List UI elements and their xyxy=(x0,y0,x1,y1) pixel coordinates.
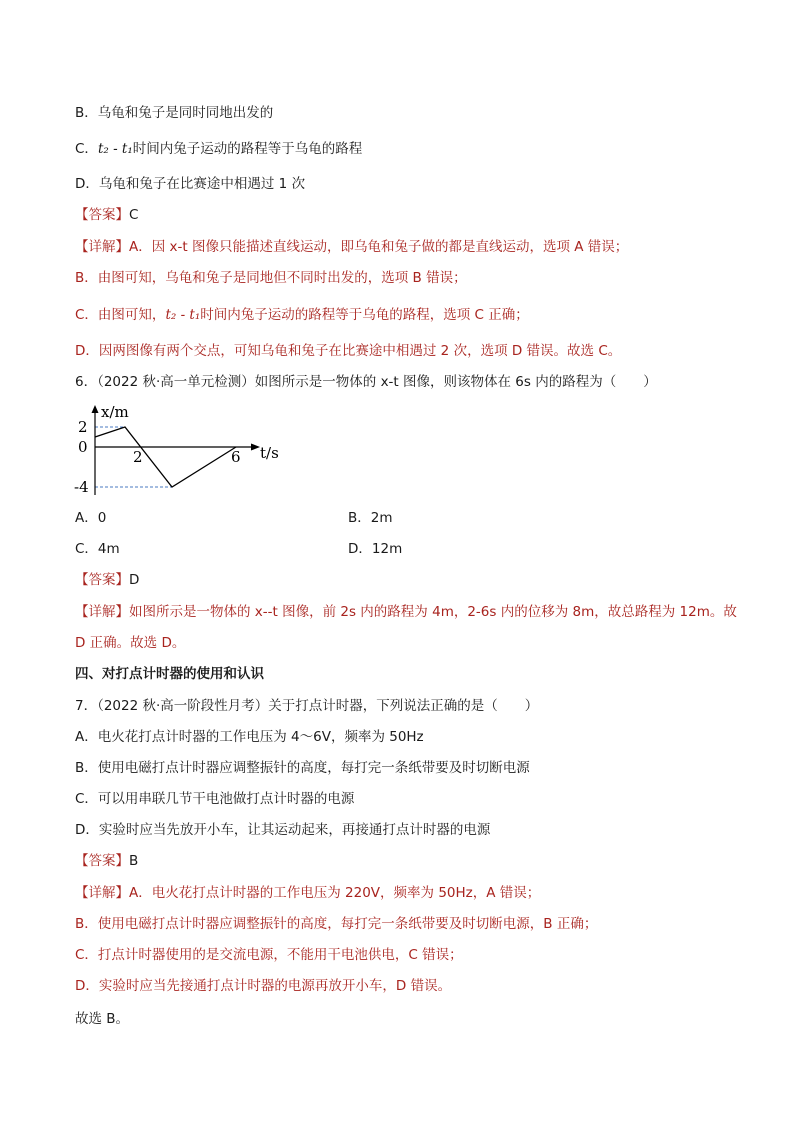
q7-stem: 7．（2022 秋·高一阶段性月考）关于打点计时器，下列说法正确的是（ ） xyxy=(75,698,539,714)
q6-option-b: B．2m xyxy=(348,510,393,526)
y-tick-2: 2 xyxy=(78,418,88,436)
xt-graph-line xyxy=(95,427,236,487)
q5-detail-line-2: B．由图可知，乌龟和兔子是同地但不同时出发的，选项 B 错误； xyxy=(75,270,467,286)
answer-value: C xyxy=(129,207,139,223)
detail-tag: 【详解】 xyxy=(75,604,129,620)
detail-text: C．由图可知， xyxy=(75,307,166,323)
q7-detail-line-3: C．打点计时器使用的是交流电源，不能用干电池供电，C 错误； xyxy=(75,947,463,963)
answer-tag: 【答案】 xyxy=(75,207,129,223)
q5-option-c-formula: t₂ - t₁ xyxy=(97,141,133,157)
q5-answer xyxy=(75,206,138,224)
q7-option-a: A．电火花打点计时器的工作电压为 4～6V，频率为 50Hz xyxy=(75,729,424,745)
q7-detail-line-2: B．使用电磁打点计时器应调整振针的高度，每打完一条纸带要及时切断电源，B 正确； xyxy=(75,916,598,932)
q6-detail-line-1 xyxy=(75,603,737,621)
q6-option-d: D．12m xyxy=(348,541,403,557)
detail-text: 如图所示是一物体的 x--t 图像，前 2s 内的路程为 4m，2-6s 内的位移为 8m，故总路程为 12m。故 xyxy=(129,604,737,620)
q6-option-c: C．4m xyxy=(75,541,120,557)
q5-detail-line-3 xyxy=(75,306,529,324)
q7-detail-line-1 xyxy=(75,884,540,902)
q5-option-b: B．乌龟和兔子是同时同地出发的 xyxy=(75,105,274,121)
q7-option-d: D．实验时应当先放开小车，让其运动起来，再接通打点计时器的电源 xyxy=(75,822,491,838)
x-tick-6: 6 xyxy=(231,448,241,466)
detail-text: 时间内兔子运动的路程等于乌龟的路程，选项 C 正确； xyxy=(200,307,529,323)
q5-option-c-prefix: C． xyxy=(75,141,98,157)
answer-value: D xyxy=(129,572,140,588)
q5-option-c-text: 时间内兔子运动的路程等于乌龟的路程 xyxy=(132,141,363,157)
q6-option-a: A．0 xyxy=(75,510,107,526)
q7-answer xyxy=(75,852,138,870)
y-axis-arrow xyxy=(92,405,99,413)
q5-option-d: D．乌龟和兔子在比赛途中相遇过 1 次 xyxy=(75,176,306,192)
q7-option-c: C．可以用串联几节干电池做打点计时器的电源 xyxy=(75,791,355,807)
detail-formula: t₂ - t₁ xyxy=(165,307,201,323)
q5-detail-line-1 xyxy=(75,238,628,256)
x-axis-arrow xyxy=(251,444,260,451)
q6-stem: 6．（2022 秋·高一单元检测）如图所示是一物体的 x-t 图像，则该物体在 6s 内的路程为（ ） xyxy=(75,374,657,390)
answer-tag: 【答案】 xyxy=(75,853,129,869)
q6-detail-line-2: D 正确。故选 D。 xyxy=(75,635,186,651)
detail-text: A．因 x-t 图像只能描述直线运动，即乌龟和兔子做的都是直线运动，选项 A 错误； xyxy=(129,239,629,255)
q5-detail-line-4: D．因两图像有两个交点，可知乌龟和兔子在比赛途中相遇过 2 次，选项 D 错误。故选 C。 xyxy=(75,343,622,359)
answer-value: B xyxy=(129,853,139,869)
x-tick-2: 2 xyxy=(133,448,143,466)
detail-text: A．电火花打点计时器的工作电压为 220V，频率为 50Hz，A 错误； xyxy=(129,885,541,901)
y-tick-0: 0 xyxy=(78,438,88,456)
section-heading: 四、对打点计时器的使用和认识 xyxy=(75,666,264,682)
q7-detail-line-4: D．实验时应当先接通打点计时器的电源再放开小车，D 错误。 xyxy=(75,978,452,994)
q7-conclusion: 故选 B。 xyxy=(75,1011,130,1027)
x-axis-label: t/s xyxy=(260,444,279,462)
y-tick-minus-4: -4 xyxy=(74,478,89,496)
q6-answer xyxy=(75,571,139,589)
detail-tag: 【详解】 xyxy=(75,239,129,255)
detail-tag: 【详解】 xyxy=(75,885,129,901)
y-axis-label: x/m xyxy=(101,403,129,421)
answer-tag: 【答案】 xyxy=(75,572,129,588)
q5-option-c xyxy=(75,140,362,158)
q7-option-b: B．使用电磁打点计时器应调整振针的高度，每打完一条纸带要及时切断电源 xyxy=(75,760,530,776)
q6-xt-graph xyxy=(70,400,290,500)
